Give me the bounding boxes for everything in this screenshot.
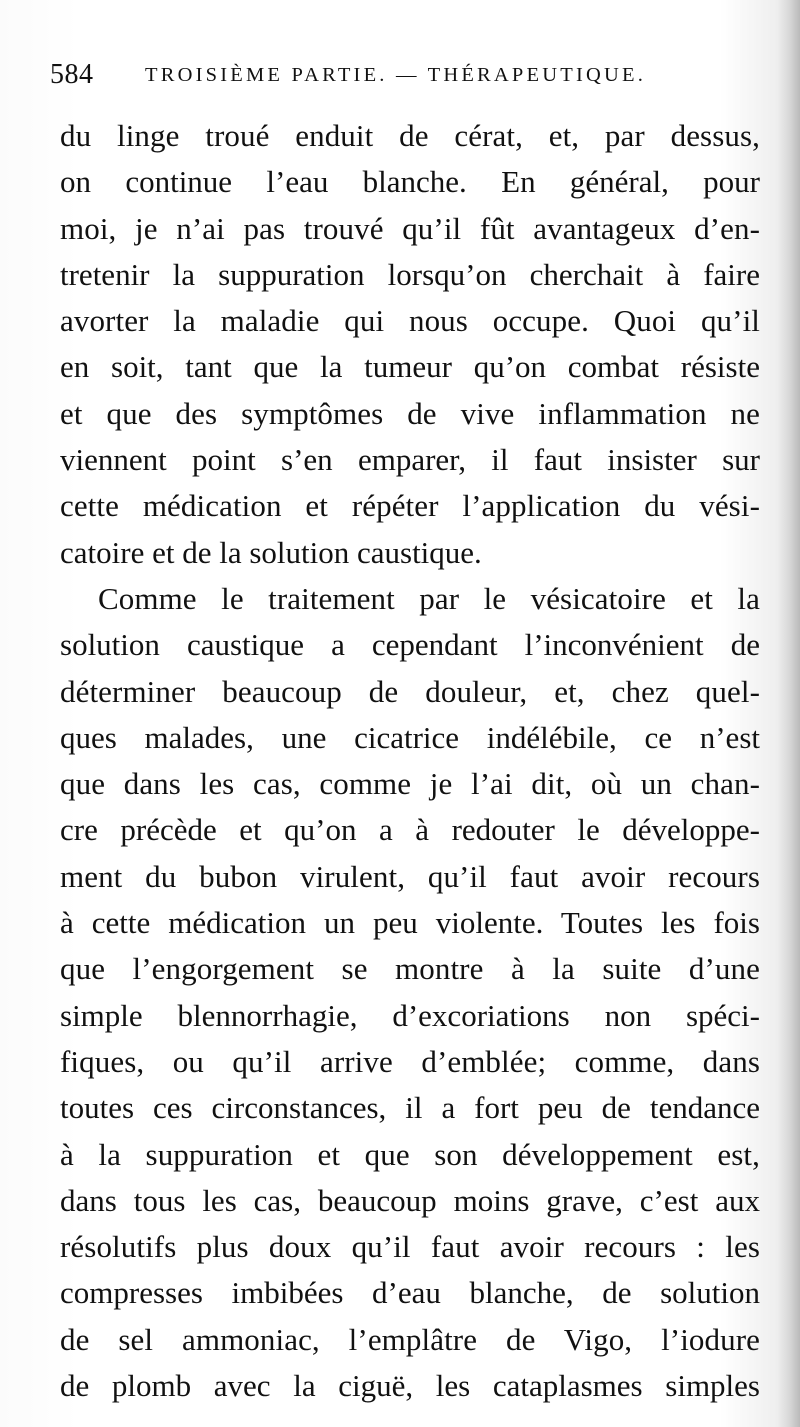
- text-line: et que des symptômes de vive inflammation ne: [60, 395, 760, 431]
- text-line: que l’engorgement se montre à la suite d’une: [60, 951, 760, 987]
- text-line: en soit, tant que la tumeur qu’on combat résiste: [60, 349, 760, 385]
- text-line: déterminer beaucoup de douleur, et, chez quel-: [60, 673, 760, 709]
- text-line: fiques, ou qu’il arrive d’emblée; comme, dans: [60, 1043, 760, 1079]
- page-number: 584: [50, 59, 94, 90]
- text-line: on continue l’eau blanche. En général, pour: [60, 164, 760, 200]
- text-line: de sel ammoniac, l’emplâtre de Vigo, l’iodure: [60, 1321, 760, 1357]
- text-line: simple blennorrhagie, d’excoriations non spéci-: [60, 997, 760, 1033]
- page-header: [50, 55, 750, 91]
- text-line-paragraph-start: Comme le traitement par le vésicatoire et la: [98, 580, 760, 616]
- text-line: viennent point s’en emparer, il faut insister sur: [60, 442, 760, 478]
- text-line: moi, je n’ai pas trouvé qu’il fût avantageux d’en-: [60, 210, 760, 246]
- text-line: dans tous les cas, beaucoup moins grave, c’est aux: [60, 1182, 760, 1218]
- text-line: cette médication et répéter l’application du vési-: [60, 488, 760, 524]
- running-head: TROISIÈME PARTIE. — THÉRAPEUTIQUE.: [145, 64, 647, 86]
- text-line-paragraph-end: catoire et de la solution caustique.: [60, 534, 482, 570]
- text-line: toutes ces circonstances, il a fort peu de tendance: [60, 1090, 760, 1126]
- text-line: résolutifs plus doux qu’il faut avoir recours : les: [60, 1229, 760, 1265]
- text-line: avorter la maladie qui nous occupe. Quoi qu’il: [60, 303, 760, 339]
- text-line: cre précède et qu’on a à redouter le développe-: [60, 812, 760, 848]
- page-edge-shadow: [778, 0, 800, 1427]
- text-line: que dans les cas, comme je l’ai dit, où un chan-: [60, 766, 760, 802]
- text-line: ques malades, une cicatrice indélébile, ce n’est: [60, 719, 760, 755]
- text-line: à cette médication un peu violente. Toutes les fois: [60, 905, 760, 941]
- text-line: à la suppuration et que son développement est,: [60, 1136, 760, 1172]
- text-line: ment du bubon virulent, qu’il faut avoir recours: [60, 858, 760, 894]
- text-line: solution caustique a cependant l’inconvénient de: [60, 627, 760, 663]
- text-line: du linge troué enduit de cérat, et, par dessus,: [60, 118, 760, 153]
- text-line: tretenir la suppuration lorsqu’on cherchait à faire: [60, 256, 760, 292]
- text-line: compresses imbibées d’eau blanche, de solution: [60, 1275, 760, 1311]
- text-line: de plomb avec la ciguë, les cataplasmes simples: [60, 1368, 760, 1404]
- body-text: [60, 113, 760, 1409]
